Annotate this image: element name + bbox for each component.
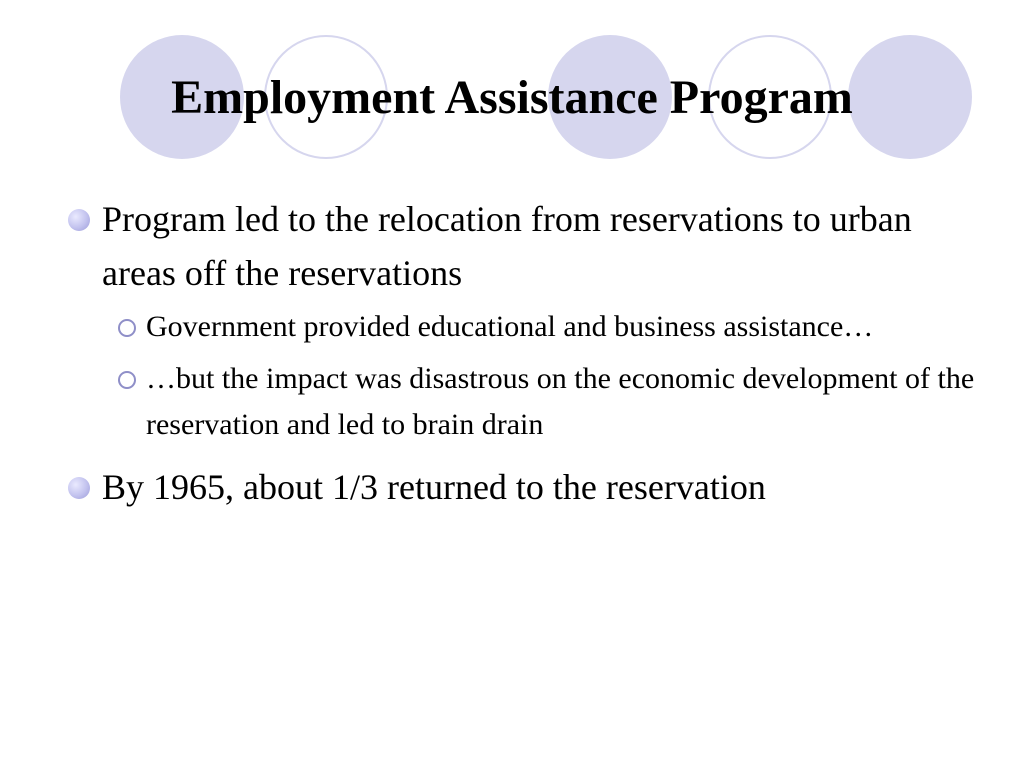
sub-bullet-item xyxy=(118,304,988,350)
filled-circle-bullet-icon xyxy=(68,209,90,231)
hollow-circle-bullet-icon xyxy=(118,371,136,389)
sub-bullet-text: Government provided educational and business assistance… xyxy=(146,310,874,343)
sub-bullet-text: …but the impact was disastrous on the economic development of the reservation and led to brain drain xyxy=(146,362,975,441)
hollow-circle-bullet-icon xyxy=(118,319,136,337)
sub-bullet-item xyxy=(118,356,988,448)
filled-circle-bullet-icon xyxy=(68,477,90,499)
bullet-text: By 1965, about 1/3 returned to the reservation xyxy=(102,467,766,507)
bullet-item xyxy=(68,192,988,300)
slide-body xyxy=(68,192,988,518)
bullet-item xyxy=(68,460,988,514)
slide-title: Employment Assistance Program xyxy=(171,71,853,124)
bullet-text: Program led to the relocation from reservations to urban areas off the reservations xyxy=(102,199,912,293)
